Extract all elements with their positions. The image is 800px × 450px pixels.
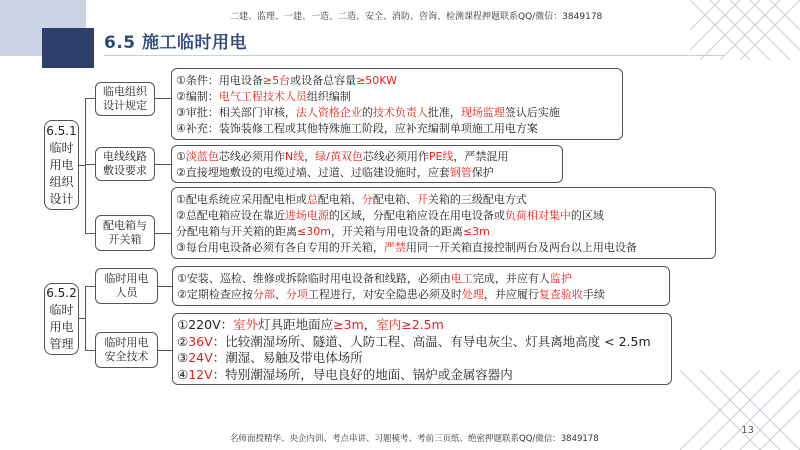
- group-label-text: 临时用电 安全技术: [104, 336, 149, 363]
- content-text: ④补充：装饰装修工程或其他特殊施工阶段，应补充编制单项施工用电方案: [176, 122, 538, 135]
- lattice-decoration-top: [690, 0, 800, 60]
- content-line: [177, 334, 651, 351]
- content-text: ，: [304, 150, 316, 163]
- content-box-personnel: [172, 266, 670, 306]
- group-label-org-design: [95, 82, 155, 116]
- highlight-text: 室外: [233, 317, 259, 332]
- highlight-text: 电工: [450, 272, 473, 285]
- content-text: ①安装、巡检、维修或拆除临时用电设备和线路，必须由: [177, 272, 451, 285]
- highlight-text: 24V: [188, 350, 213, 365]
- highlight-text: 室内≥2.5m: [376, 317, 444, 332]
- content-line: [176, 165, 508, 181]
- highlight-text: 现场监理: [460, 106, 505, 119]
- highlight-text: 复查验收: [538, 288, 583, 301]
- content-text: ①配电系统应采用配电柜或: [176, 193, 307, 206]
- content-text: ，: [363, 317, 377, 332]
- header-contact-note: 二建、监理、一建、一造、二造、安全、消防、咨询、检测课程押题联系QQ/微信：3849178: [230, 12, 603, 22]
- highlight-text: 技术负责人: [372, 106, 428, 119]
- content-text: ①: [176, 150, 186, 163]
- highlight-text: ≥5台: [262, 74, 291, 87]
- group-label-text: 临电组织 设计规定: [103, 85, 147, 112]
- section-label-text: 6.5.1 临时 用电 组织 设计: [46, 123, 77, 206]
- highlight-text: 开: [416, 193, 428, 206]
- highlight-text: 分部: [252, 288, 275, 301]
- highlight-text: 电气工程技术人员: [218, 90, 307, 103]
- content-line: [176, 240, 637, 256]
- content-text: ①220V：: [177, 317, 234, 332]
- content-line: [176, 73, 560, 89]
- content-lines: [177, 271, 605, 303]
- content-text: 签认后实施: [504, 106, 560, 119]
- connector-line: [79, 318, 86, 319]
- highlight-text: 严禁: [383, 241, 406, 254]
- highlight-text: 分: [361, 193, 373, 206]
- content-text: ①条件：用电设备: [176, 74, 263, 87]
- connector-line: [85, 350, 95, 351]
- content-text: 组织编制: [306, 90, 351, 103]
- page-number: 13: [741, 425, 754, 436]
- content-line: [176, 105, 560, 121]
- content-line: [176, 149, 508, 165]
- content-text: 批准，: [427, 106, 461, 119]
- content-text: ②编制：: [176, 90, 219, 103]
- content-text: ③: [177, 350, 189, 365]
- content-text: 手续: [582, 288, 605, 301]
- content-text: ②直接埋地敷设的电缆过墙、过道、过临建设施时，应套: [176, 166, 450, 179]
- connector-line: [85, 233, 95, 234]
- content-line: [176, 208, 637, 224]
- connector-line: [155, 98, 171, 99]
- group-label-text: 临时用电 人员: [104, 272, 149, 299]
- content-line: [177, 350, 651, 367]
- content-text: 芯线必须用作: [218, 150, 285, 163]
- highlight-text: ≥50KW: [356, 74, 398, 87]
- content-box-org-design: [171, 68, 623, 140]
- connector-line: [155, 164, 171, 165]
- connector-line: [155, 233, 171, 234]
- content-text: ：潮湿、易触及带电体场所: [212, 350, 363, 365]
- content-lines: [177, 317, 651, 383]
- group-label-text: 电线线路 敷设要求: [103, 150, 147, 177]
- content-line: [177, 317, 651, 334]
- content-line: [177, 287, 605, 303]
- content-text: 灯具距地面应: [258, 317, 334, 332]
- content-text: 或设备总容量: [290, 74, 357, 87]
- lattice-decoration-bottom: [680, 370, 800, 450]
- highlight-text: ≥3m: [333, 317, 364, 332]
- content-text: ：比较潮湿场所、隧道、人防工程、高温、有导电灰尘、灯具离地高度 < 2.5m: [212, 333, 651, 349]
- content-text: ②定期检查应按: [177, 288, 253, 301]
- highlight-text: ≤30m: [297, 225, 331, 238]
- connector-line: [79, 165, 86, 166]
- highlight-text: PE线: [428, 150, 454, 163]
- content-text: 配电箱、: [372, 193, 417, 206]
- highlight-text: 淡蓝色: [185, 150, 219, 163]
- highlight-text: 总: [306, 193, 318, 206]
- content-text: ，严禁混用: [453, 150, 509, 163]
- content-line: [177, 271, 605, 287]
- content-text: 关箱的三级配电方式: [427, 193, 527, 206]
- highlight-text: 进场电源: [284, 209, 329, 222]
- content-text: ③审批：相关部门审核，: [176, 106, 296, 119]
- connector-line: [85, 98, 95, 99]
- content-text: ②总配电箱应设在靠近: [176, 209, 285, 222]
- highlight-text: N线: [284, 150, 305, 163]
- content-text: ③每台用电设备必须有各自专用的开关箱，: [176, 241, 384, 254]
- content-text: 的区域: [570, 209, 604, 222]
- page-title: 6.5 施工临时用电: [104, 33, 248, 53]
- content-line: [176, 121, 560, 137]
- corner-decoration-dark: [42, 28, 94, 68]
- connector-line: [85, 286, 95, 287]
- content-text: 用同一开关箱直接控制两台及两台以上用电设备: [405, 241, 637, 254]
- highlight-text: 处理: [461, 288, 484, 301]
- highlight-text: 12V: [188, 366, 213, 382]
- highlight-text: 负荷相对集中: [504, 209, 571, 222]
- group-label-distribution-box: [95, 215, 155, 251]
- content-text: 工程进行，对安全隐患必须及时: [307, 288, 462, 301]
- content-text: 的: [361, 106, 373, 119]
- section-label-text: 6.5.2 临时 用电 管理: [46, 286, 77, 351]
- highlight-text: ≤3m: [462, 225, 490, 238]
- highlight-text: 绿/黄双色: [315, 150, 363, 163]
- content-box-wiring: [171, 145, 563, 183]
- footer-contact-note: 名师面授精华、央企内训、考点串讲、习题模考、考前三页纸、绝密押题联系QQ/微信：3849178: [230, 434, 599, 444]
- content-line: [176, 192, 637, 208]
- content-text: ④: [177, 366, 189, 382]
- section-label-6-5-2: [44, 283, 79, 355]
- content-lines: [176, 192, 637, 256]
- group-label-personnel: [95, 268, 158, 304]
- content-box-distribution-box: [171, 187, 716, 259]
- connector-line: [158, 286, 172, 287]
- content-text: 配电箱、: [317, 193, 362, 206]
- content-box-safety-tech: [172, 313, 672, 385]
- group-label-wiring: [95, 147, 155, 181]
- content-lines: [176, 149, 508, 181]
- content-text: 、: [274, 288, 286, 301]
- connector-line: [158, 350, 172, 351]
- connector-line: [85, 164, 95, 165]
- highlight-text: 钢管: [449, 166, 472, 179]
- content-text: 分配电箱与开关箱的距离: [176, 225, 297, 238]
- title-divider: [104, 55, 724, 56]
- content-text: ，并应履行: [483, 288, 539, 301]
- content-lines: [176, 73, 560, 137]
- group-label-text: 配电箱与 开关箱: [103, 219, 147, 246]
- content-text: ：特别潮湿场所，导电良好的地面、锅炉或金属容器内: [212, 366, 513, 382]
- content-text: 保护: [471, 166, 494, 179]
- highlight-text: 法人资格企业: [295, 106, 362, 119]
- highlight-text: 分项: [285, 288, 308, 301]
- content-text: ②: [177, 333, 189, 349]
- content-text: 完成，并应有人: [472, 272, 550, 285]
- highlight-text: 36V: [188, 333, 213, 349]
- content-text: 的区域，分配电箱应设在用电设备或: [328, 209, 505, 222]
- highlight-text: 监护: [549, 272, 572, 285]
- content-text: 芯线必须用作: [362, 150, 429, 163]
- section-label-6-5-1: [44, 120, 79, 210]
- content-line: [177, 367, 651, 384]
- content-line: [176, 224, 637, 240]
- group-label-safety-tech: [95, 332, 158, 368]
- content-text: ，开关箱与用电设备的距离: [330, 225, 463, 238]
- content-line: [176, 89, 560, 105]
